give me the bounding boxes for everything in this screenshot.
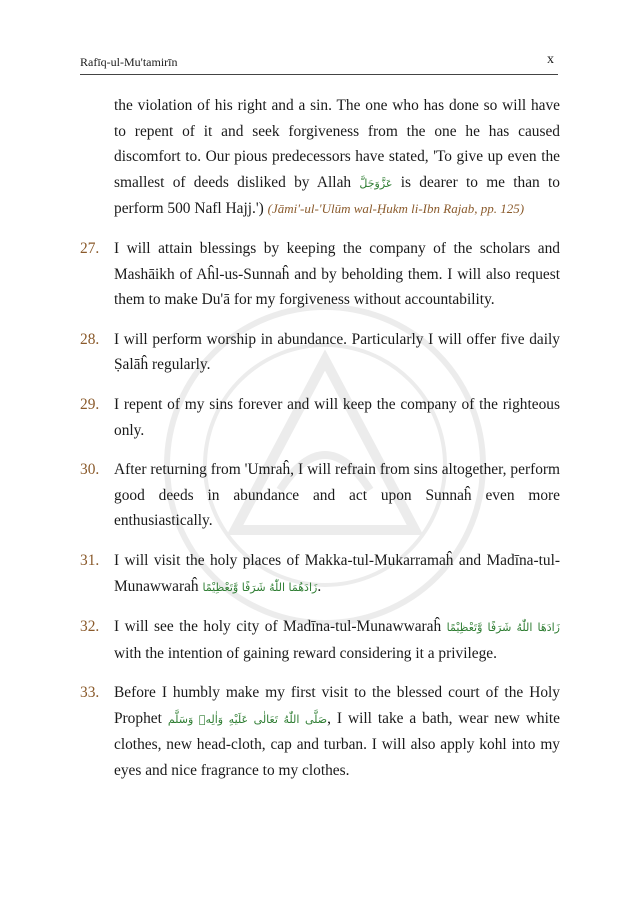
list-item [80,327,560,378]
citation: (Jāmi'-ul-'Ulūm wal-Ḥukm li-Ibn Rajab, pp. 125) [267,201,525,217]
intro-text: the violation of his right and a sin. The one who has done so will have to repent of it and seek forgiveness from the one he has caused discomfort to. Our pious predecessors have stated, 'To give up even the smallest of deeds disliked by Allah [114,97,560,191]
intro-text-after: is dearer to me than to perform 500 Nafl Hajj.') [114,173,560,218]
item-text: I will perform worship in abundance. Particularly I will offer five daily Ṣalāĥ regularly. [114,330,560,374]
item-text: I repent of my sins forever and will keep the company of the righteous only. [114,395,560,439]
arabic-honorific: صَلَّى اللّٰهُ تَعَالٰى عَلَيْهِ وَاٰلِهٖ وَسَلَّم [167,712,328,726]
item-number: 29. [80,395,100,413]
list-item [80,392,560,443]
item-text-after: , I will take a bath, wear new white clothes, new head-cloth, cap and turban. I will also apply kohl into my eyes and nice fragrance to my clothes. [114,709,561,780]
list-item [80,548,560,600]
list-item [80,680,560,783]
arabic-honorific: زَادَهَا اللّٰهُ شَرَفًا وَّتَعْظِيْمًا [446,621,560,635]
item-number: 30. [80,461,100,479]
running-header [80,52,558,75]
item-text: I will see the holy city of Madīna-tul-Munawwaraĥ [114,618,447,636]
item-number: 31. [80,551,100,569]
page-body [80,93,560,784]
item-text: Before I humbly make my first visit to the blessed court of the Holy Prophet [114,684,560,727]
item-text-after: . [317,577,322,595]
item-text-after: with the intention of gaining reward considering it a privilege. [114,644,497,662]
item-text: I will attain blessings by keeping the company of the scholars and Mashāikh of Aĥl-us-Sunnaĥ and by beholding them. I will also request them to make Du'ā for my forgiveness without accountability. [114,239,560,309]
item-text: After returning from 'Umraĥ, I will refrain from sins altogether, perform good deeds in abundance and act upon Sunnaĥ even more enthusiastically. [114,461,560,530]
item-number: 27. [80,239,100,257]
item-text: I will visit the holy places of Makka-tul-Mukarramaĥ and Madīna-tul-Munawwaraĥ [114,551,560,595]
item-number: 32. [80,618,100,636]
page-number: x [547,52,554,67]
list-item [80,236,560,313]
arabic-honorific: زَادَهُمَا اللّٰهُ شَرَفًا وَّتَعْظِيْمًا [202,580,318,594]
arabic-honorific: عَزَّوَجَلَّ [359,176,393,190]
book-title: Rafīq-ul-Mu'tamirīn [80,55,178,69]
item-number: 33. [80,684,100,702]
intro-paragraph [80,93,560,222]
item-number: 28. [80,330,100,348]
list-item [80,614,560,666]
list-item [80,457,560,534]
